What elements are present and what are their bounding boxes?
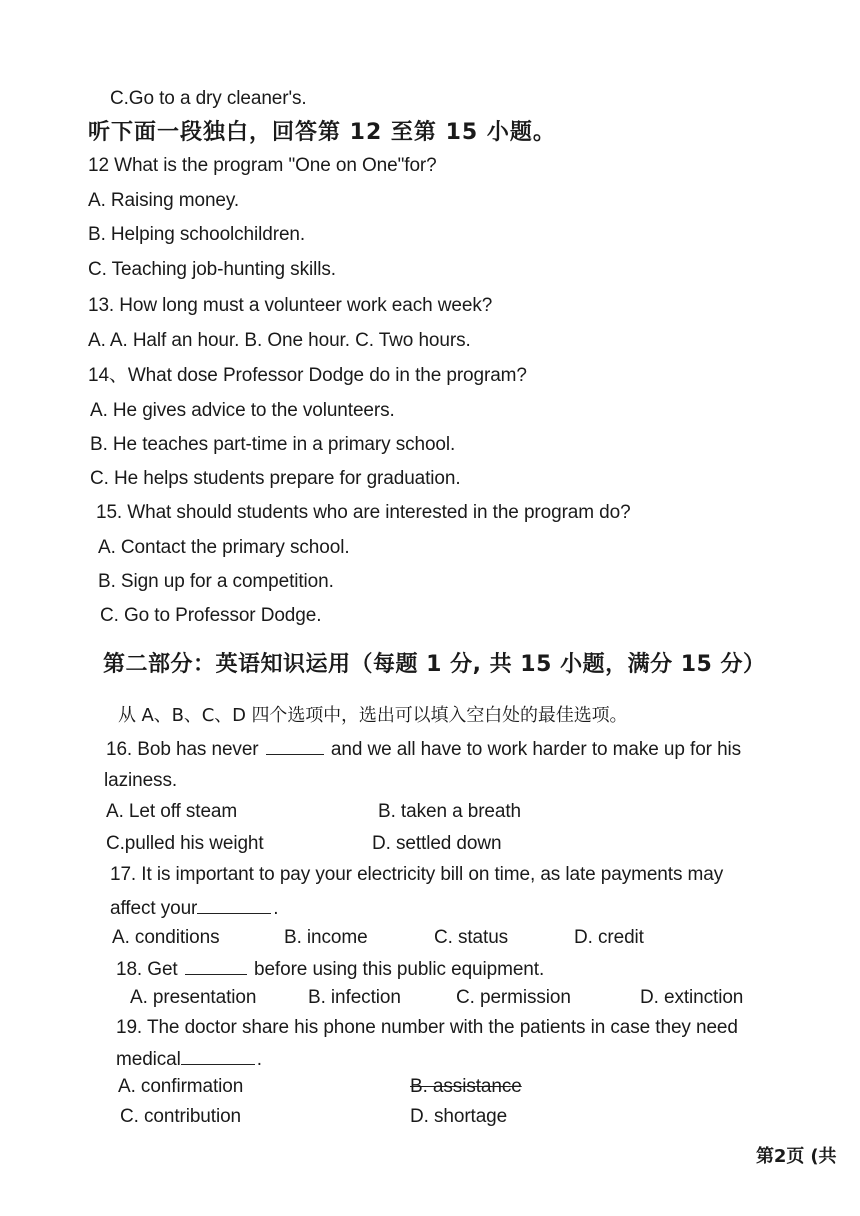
option-b-q18: B. infection [308, 987, 401, 1008]
answer-blank [181, 1046, 255, 1065]
question-19: 19. The doctor share his phone number with the patients in case they need [116, 1017, 738, 1038]
part-two-heading: 第二部分：英语知识运用（每题 1 分, 共 15 小题，满分 15 分） [103, 652, 766, 677]
option-c-q16: C.pulled his weight [106, 833, 264, 854]
option-c-q11: C.Go to a dry cleaner's. [110, 88, 307, 109]
question-13: 13. How long must a volunteer work each week? [88, 295, 493, 316]
question-18 [116, 956, 544, 982]
question-19-continued [116, 1046, 262, 1072]
question-17-continued [110, 895, 278, 921]
question-17-start: affect your [110, 898, 198, 919]
option-a-q18: A. presentation [130, 987, 257, 1008]
question-12: 12 What is the program "One on One"for? [88, 155, 437, 176]
option-c-q15: C. Go to Professor Dodge. [100, 605, 322, 626]
question-15: 15. What should students who are interested in the program do? [96, 502, 631, 523]
question-17-end: . [273, 898, 279, 919]
option-c-q18: C. permission [456, 987, 571, 1008]
option-c-q14: C. He helps students prepare for graduation. [90, 468, 461, 489]
option-b-q14: B. He teaches part-time in a primary school. [90, 434, 456, 455]
question-18-end: before using this public equipment. [254, 959, 545, 980]
option-c-q12: C. Teaching job-hunting skills. [88, 259, 336, 280]
question-17: 17. It is important to pay your electricity bill on time, as late payments may [110, 864, 724, 885]
question-16-start: 16. Bob has never [106, 739, 259, 760]
option-a-q14: A. He gives advice to the volunteers. [90, 400, 395, 421]
option-c-q19: C. contribution [120, 1106, 242, 1127]
option-c-q17: C. status [434, 927, 509, 948]
section-heading-monologue: 听下面一段独白，回答第 12 至第 15 小题。 [88, 120, 556, 145]
option-b-q15: B. Sign up for a competition. [98, 571, 334, 592]
options-q13: A. A. Half an hour. B. One hour. C. Two hours. [88, 330, 471, 351]
page-number: 第2页 (共 [756, 1146, 837, 1167]
option-b-q12: B. Helping schoolchildren. [88, 224, 306, 245]
option-b-q17: B. income [284, 927, 368, 948]
question-16 [106, 736, 741, 762]
question-16-end: and we all have to work harder to make up for his [330, 739, 742, 760]
option-b-q19: B. assistance [410, 1076, 522, 1097]
option-b-q16: B. taken a breath [378, 801, 522, 822]
question-19-start: medical [116, 1049, 181, 1070]
option-a-q19: A. confirmation [118, 1076, 244, 1097]
option-d-q19: D. shortage [410, 1106, 508, 1127]
question-14: 14、What dose Professor Dodge do in the program? [88, 365, 527, 386]
answer-blank [266, 736, 324, 755]
option-a-q17: A. conditions [112, 927, 220, 948]
option-a-q12: A. Raising money. [88, 190, 240, 211]
instruction-text: 从 A、B、C、D 四个选项中，选出可以填入空白处的最佳选项。 [118, 705, 628, 726]
option-a-q16: A. Let off steam [106, 801, 238, 822]
question-19-end: . [256, 1049, 262, 1070]
option-d-q16: D. settled down [372, 833, 502, 854]
option-d-q18: D. extinction [640, 987, 744, 1008]
option-d-q17: D. credit [574, 927, 644, 948]
answer-blank [185, 956, 247, 975]
question-18-start: 18. Get [116, 959, 178, 980]
answer-blank [197, 895, 271, 914]
option-a-q15: A. Contact the primary school. [98, 537, 350, 558]
question-16-continued: laziness. [104, 770, 178, 791]
